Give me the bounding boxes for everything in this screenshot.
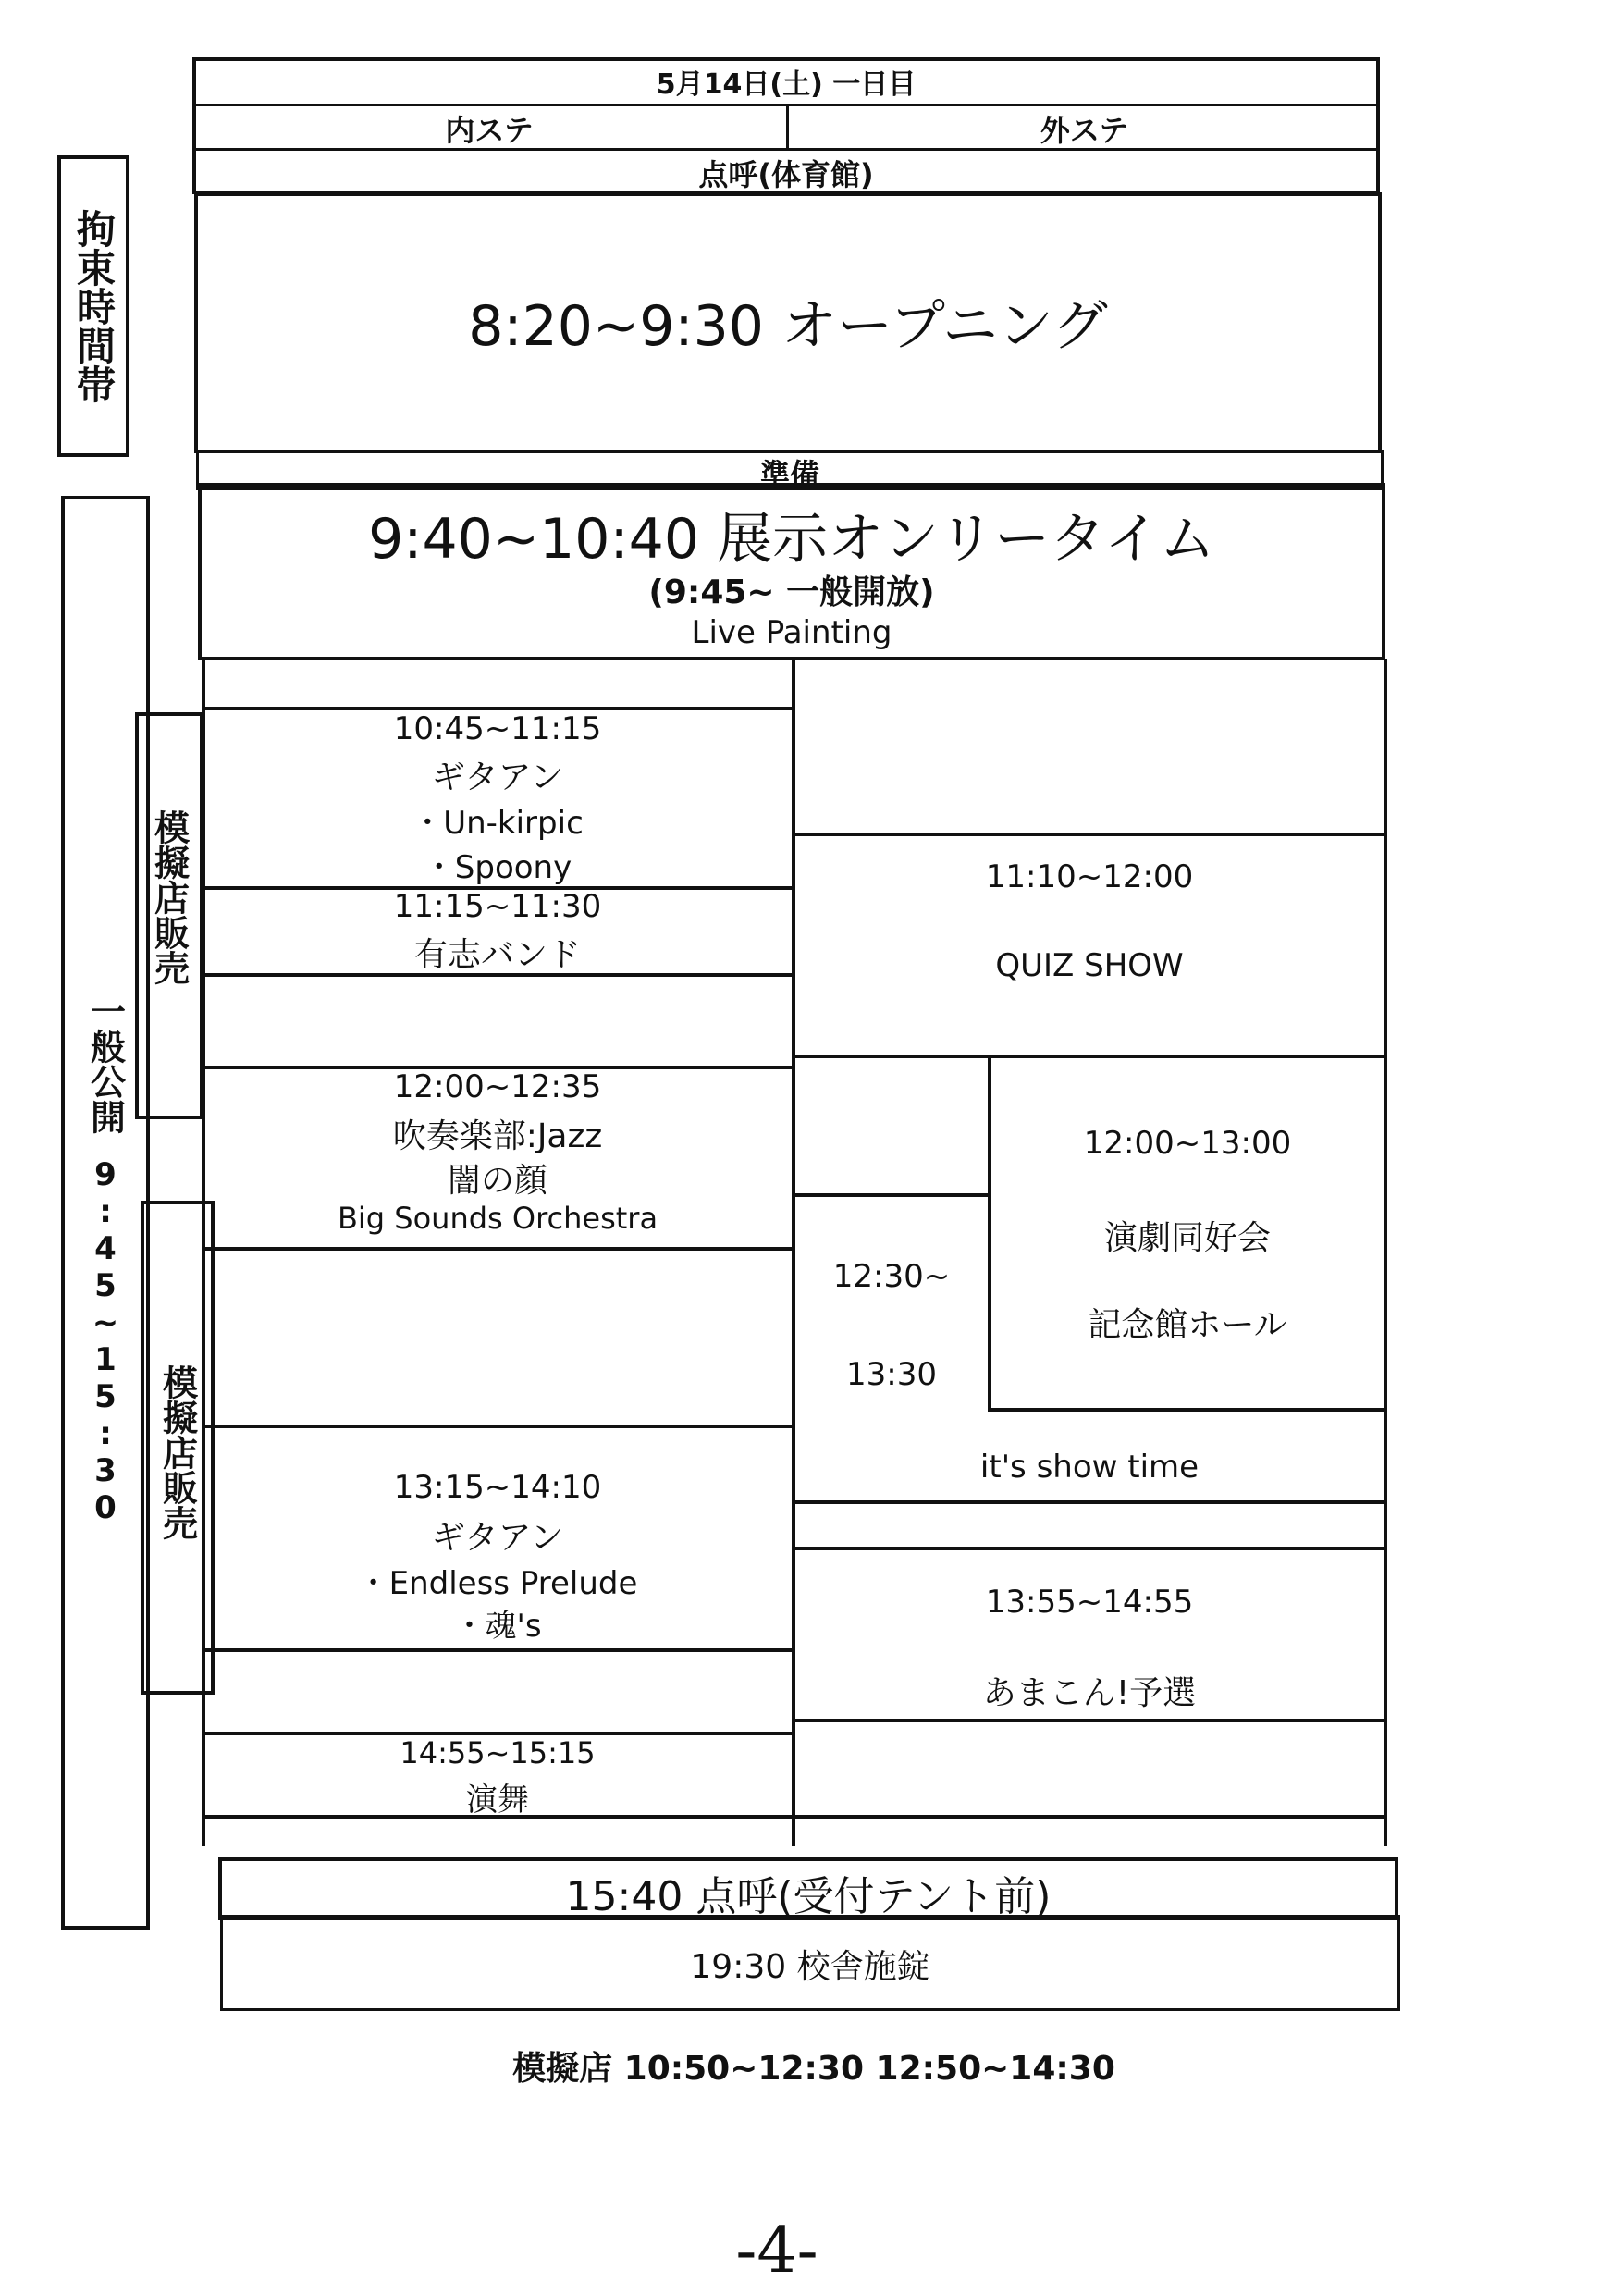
restraint-label: 拘束時間帯 — [71, 209, 117, 403]
inner-event-1-time: 10:45~11:15 — [393, 710, 602, 747]
exhibit-note: Live Painting — [691, 614, 892, 651]
inner-event-1-line-2: ・Spoony — [423, 849, 572, 886]
opening-title: 8:20~9:30 オープニング — [468, 294, 1108, 359]
inner-event-1-name: ギタアン — [431, 758, 564, 796]
lock-time: 19:30 校舎施錠 — [690, 1948, 930, 1986]
inner-event-5-name: 演舞 — [466, 1782, 529, 1819]
quiz-name: QUIZ SHOW — [995, 947, 1184, 984]
footer-note: 模擬店 10:50~12:30 12:50~14:30 — [512, 2050, 1115, 2088]
page-number: -4- — [735, 2214, 818, 2288]
inner-event-3-line-1: 闇の顔 — [447, 1162, 547, 1200]
general-open-time: 9:45~15:30 — [87, 1156, 124, 1526]
inner-event-2-name: 有志バンド — [413, 936, 581, 974]
drama-place: 記念館ホール — [1088, 1306, 1287, 1344]
inner-stage-header: 内ステ — [445, 113, 534, 148]
inner-event-2-time: 11:15~11:30 — [393, 888, 602, 925]
date-header: 5月14日(土) 一日目 — [656, 68, 917, 101]
shop-sales-label-1: 模擬店販売 — [148, 809, 190, 985]
inner-event-4-line-1: ・Endless Prelude — [357, 1565, 638, 1602]
inner-event-5-time: 14:55~15:15 — [400, 1735, 596, 1770]
showtime-name: it's show time — [979, 1449, 1200, 1486]
roll-call-gym: 点呼(体育館) — [698, 157, 874, 192]
inner-event-4-name: ギタアン — [431, 1519, 564, 1557]
inner-event-3-name: 吹奏楽部:Jazz — [392, 1117, 603, 1155]
inner-event-1-line-1: ・Un-kirpic — [412, 805, 584, 842]
inner-event-4-time: 13:15~14:10 — [393, 1469, 602, 1506]
inner-event-3-time: 12:00~12:35 — [393, 1068, 602, 1105]
drama-time: 12:00~13:00 — [1083, 1125, 1292, 1162]
prep-label: 準備 — [759, 457, 819, 492]
exhibit-title: 9:40~10:40 展示オンリータイム — [368, 507, 1215, 572]
closing-roll-call: 15:40 点呼(受付テント前) — [565, 1873, 1052, 1920]
exhibit-sub: (9:45~ 一般開放) — [648, 574, 935, 611]
outer-stage-header: 外ステ — [1040, 113, 1129, 148]
general-open-label: 一般公開 — [84, 993, 126, 1134]
shop-sales-label-2: 模擬店販売 — [156, 1364, 198, 1540]
quiz-time: 11:10~12:00 — [985, 858, 1194, 895]
showtime-time-b: 13:30 — [846, 1356, 937, 1393]
drama-name: 演劇同好会 — [1103, 1219, 1271, 1257]
amakon-time: 13:55~14:55 — [985, 1584, 1194, 1621]
showtime-time-a: 12:30~ — [832, 1258, 951, 1295]
inner-event-3-line-2: Big Sounds Orchestra — [337, 1201, 658, 1236]
inner-event-4-line-2: ・魂's — [453, 1608, 542, 1645]
amakon-name: あまこん!予選 — [982, 1674, 1197, 1712]
